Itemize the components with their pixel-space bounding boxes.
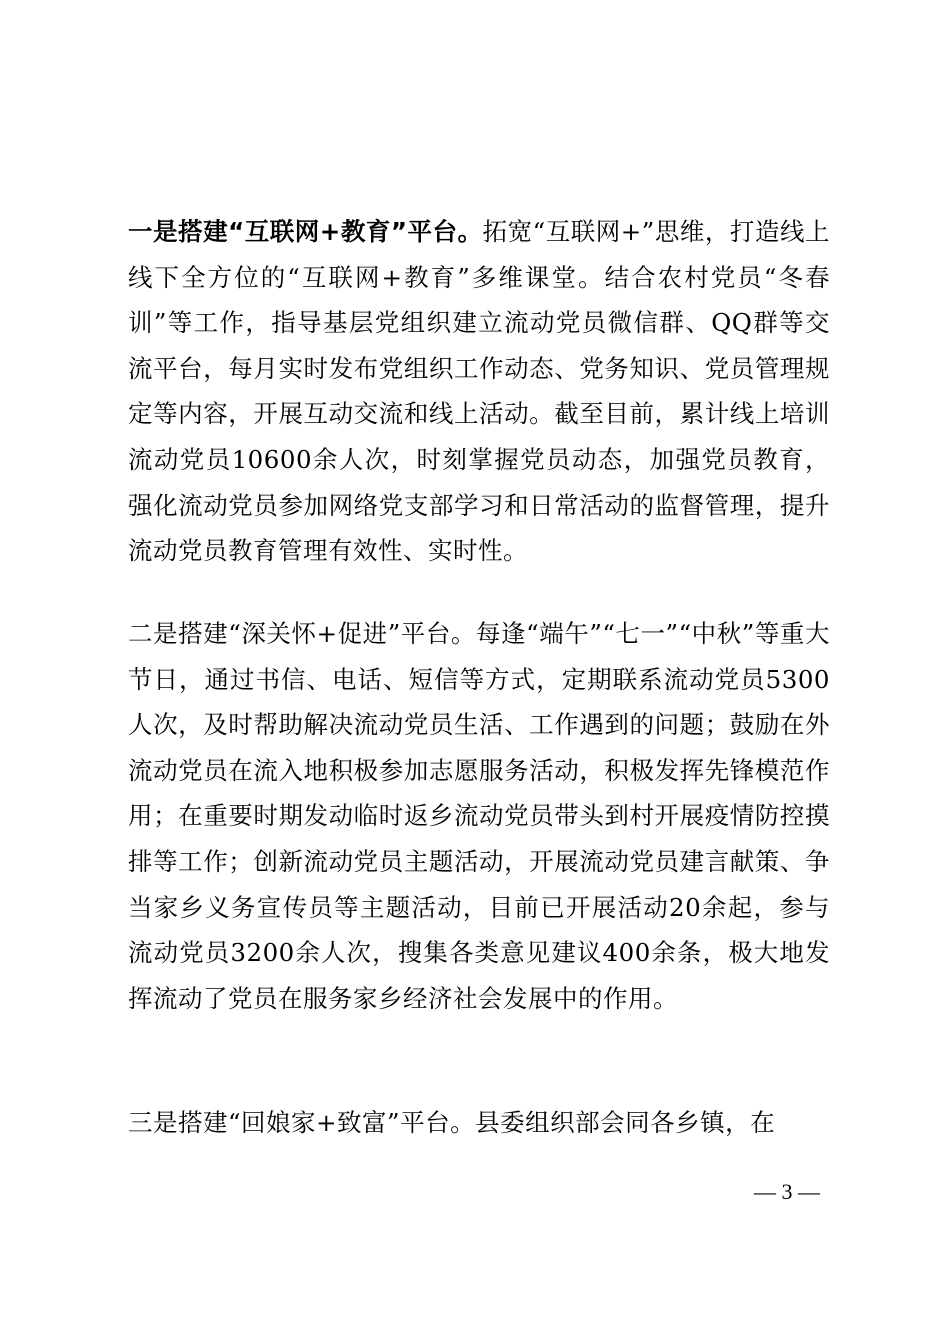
paragraph-internet-education — [128, 209, 830, 574]
page-number: — 3 — — [754, 1179, 820, 1204]
paragraph-lead-heading: 一是搭建“互联网+教育”平台。 — [128, 217, 483, 246]
paragraph-return-home-wealth: 三是搭建“回娘家+致富”平台。县委组织部会同各乡镇，在 — [128, 1108, 776, 1137]
paragraph-body: 拓宽“互联网+”思维，打造线上线下全方位的“互联网+教育”多维课堂。结合农村党员“冬春训”等工作，指导基层党组织建立流动党员微信群、QQ群等交流平台，每月实时发布党组织工作动态、党务知识、党员管理规定等内容，开展互动交流和线上活动。截至目前，累计线上培训流动党员10600余人次，时刻掌握党员动态，加强党员教育，强化流动党员参加网络党支部学习和日常活动的监督管理，提升流动党员教育管理有效性、实时性。 — [128, 217, 831, 566]
paragraph-care-promotion: 二是搭建“深关怀+促进”平台。每逢“端午”“七一”“中秋”等重大节日，通过书信、电话、短信等方式，定期联系流动党员5300人次，及时帮助解决流动党员生活、工作遇到的问题；鼓励在外流动党员在流入地积极参加志愿服务活动，积极发挥先锋模范作用；在重要时期发动临时返乡流动党员带头到村开展疫情防控摸排等工作；创新流动党员主题活动，开展流动党员建言献策、争当家乡义务宣传员等主题活动，目前已开展活动20余起，参与流动党员3200余人次，搜集各类意见建议400余条，极大地发挥流动了党员在服务家乡经济社会发展中的作用。 — [128, 619, 830, 1013]
